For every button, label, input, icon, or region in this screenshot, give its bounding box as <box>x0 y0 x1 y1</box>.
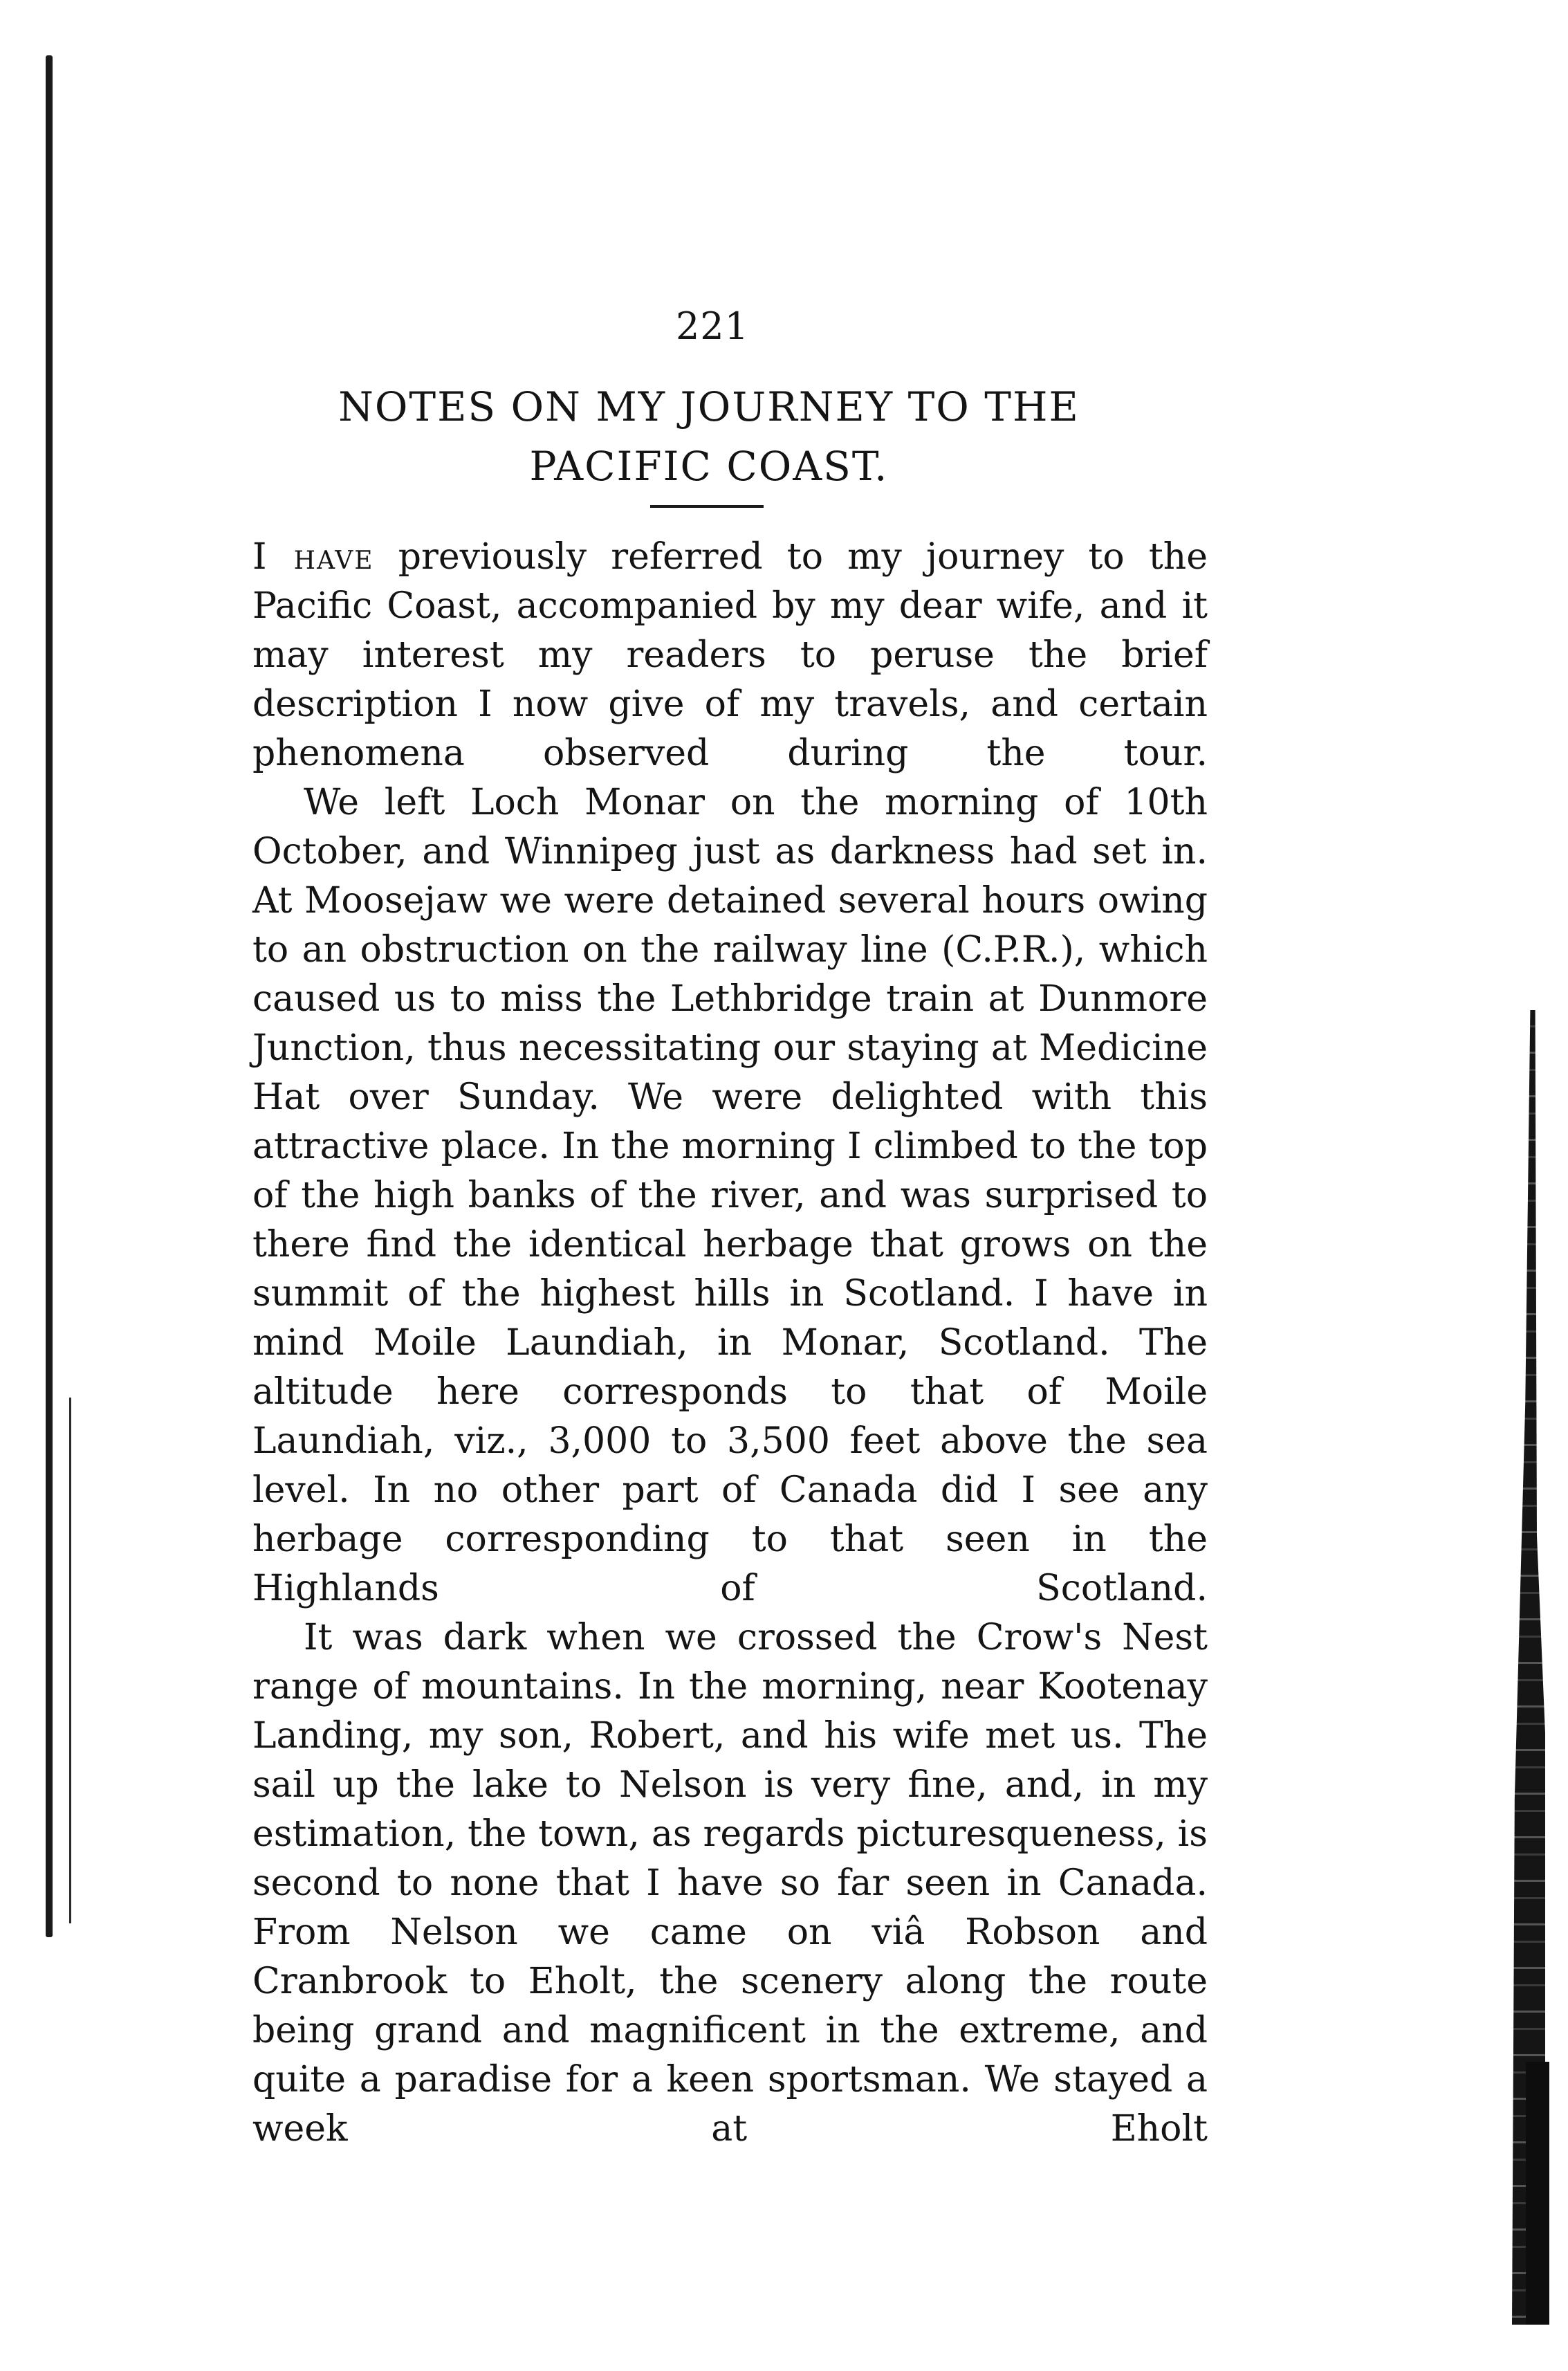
chapter-title-line-2: PACIFIC COAST. <box>529 443 889 490</box>
right-scan-edge-bottom <box>1526 2062 1549 2325</box>
paragraph-2: We left Loch Monar on the morning of 10th October, and Winnipeg just as darkness had set in. At Moosejaw we were detained several hours owing to an obstruction on the railway line (C.P.R.), which caused us to miss the Lethbridge train at Dunmore Junction, thus necessitating our staying at Medicine Hat over Sunday. We were delighted with this attractive place. In the morning I climbed to the top of the high banks of the river, and was surprised to there find the identical herbage that grows on the summit of the highest hills in Scotland. I have in mind Moile Laundiah, in Monar, Scotland. The altitude here corresponds to that of Moile Laundiah, viz., 3,000 to 3,500 feet above the sea level. In no other part of Canada did I see any herbage corresponding to that seen in the Highlands of Scotland. <box>252 782 1208 1609</box>
paragraph-3: It was dark when we crossed the Crow's Nest range of mountains. In the morning, near Kootenay Landing, my son, Robert, and his wife met us. The sail up the lake to Nelson is very fine, and, in my estimation, the town, as regards picturesqueness, is second to none that I have so far seen in Canada. From Nelson we came on viâ Robson and Cranbrook to Eholt, the scenery along the route being grand and magnificent in the extreme, and quite a paradise for a keen sportsman. We stayed a week at Eholt <box>252 1617 1208 2150</box>
paragraph-1-text: previously referred to my journey to the Pacific Coast, accompanied by my dear wife, and it may interest my readers to peruse the brief description I now give of my travels, and certain phenomena observed during the tour. <box>252 536 1208 774</box>
chapter-title-line-1: NOTES ON MY JOURNEY TO THE <box>338 383 1080 430</box>
left-scan-edge-faint <box>69 1398 71 1923</box>
body-text <box>252 533 1208 2154</box>
paragraph-1-lead: I have <box>252 536 374 578</box>
title-divider <box>650 505 764 508</box>
page-number: 221 <box>675 304 750 348</box>
chapter-title <box>249 377 1169 496</box>
paragraph-1 <box>252 533 1208 778</box>
